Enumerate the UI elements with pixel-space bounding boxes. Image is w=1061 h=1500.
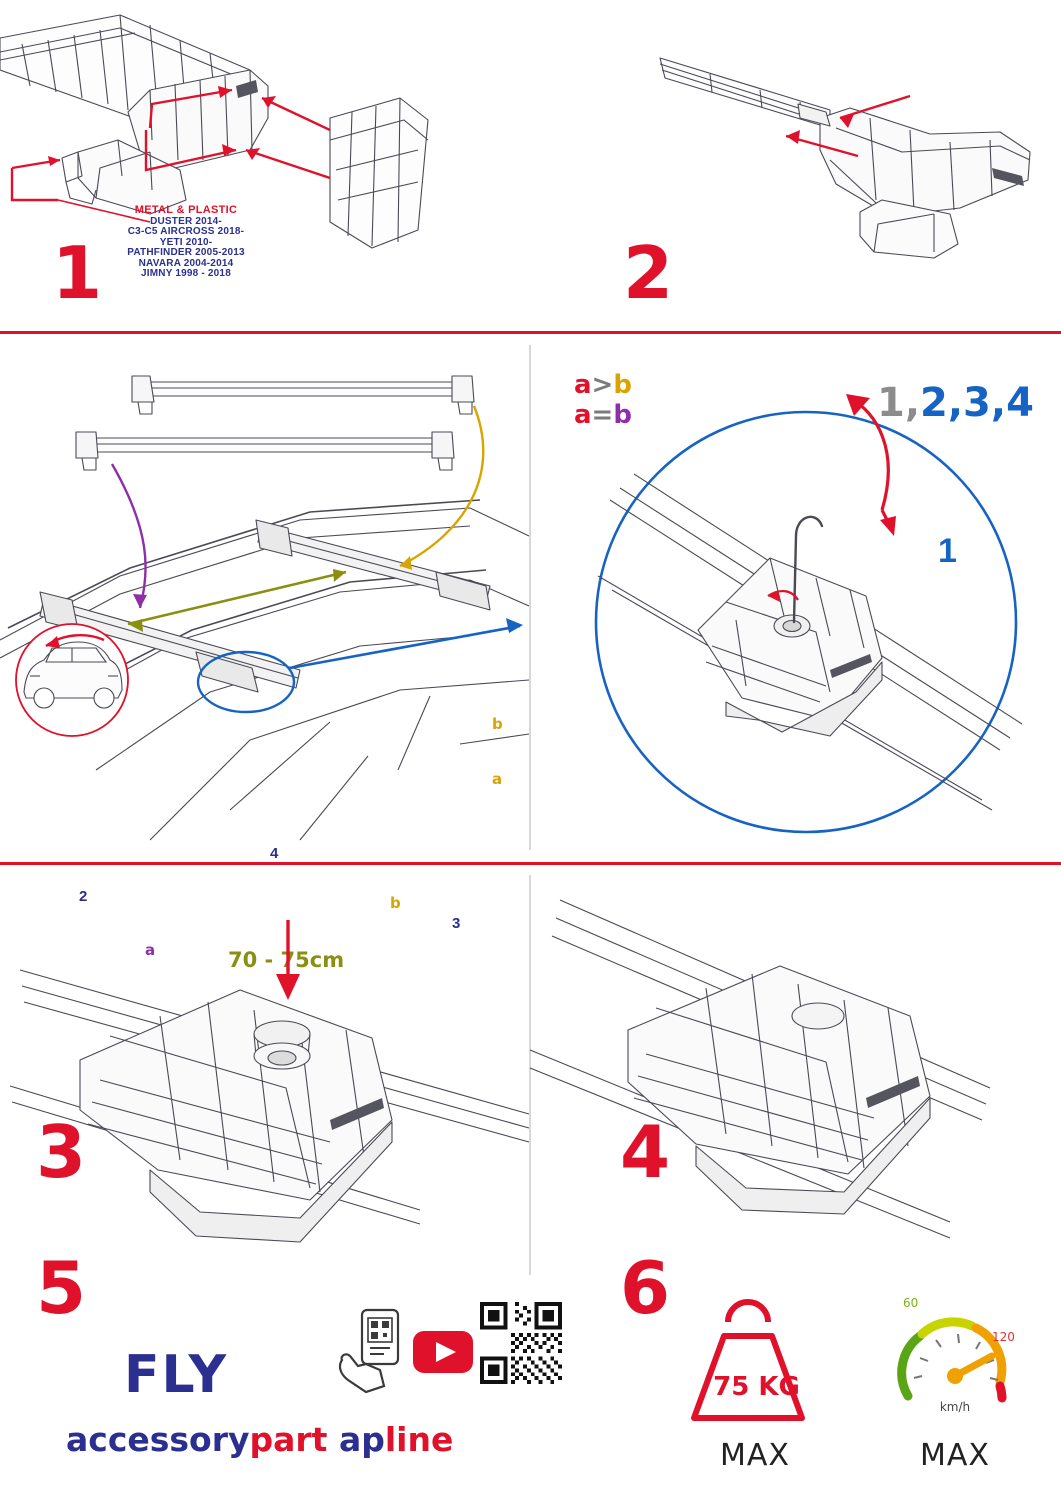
distance-label: 70 - 75cm [228, 948, 345, 972]
step-number-2: 2 [623, 231, 672, 315]
gauge-min-label: 60 [903, 1296, 919, 1310]
step-2-panel [530, 0, 1061, 330]
vehicle-2: YETI 2010- [159, 236, 213, 248]
bar-label-b-top: b [492, 715, 503, 733]
compare1-op: > [591, 370, 614, 400]
gauge-max-label: 120 [992, 1330, 1015, 1344]
step-number-3: 3 [36, 1110, 85, 1194]
mount-number-2: 2 [79, 888, 88, 905]
compare2-op: = [591, 400, 614, 430]
step-number-4: 4 [620, 1110, 669, 1194]
vehicle-4: NAVARA 2004-2014 [138, 257, 234, 269]
youtube-icon[interactable] [412, 1330, 474, 1374]
compatibility-note [86, 205, 286, 280]
vehicle-3: PATHFINDER 2005-2013 [127, 247, 245, 259]
brand-line [66, 1420, 453, 1459]
bar-label-b-mid: b [390, 894, 401, 912]
brand-lineword: line [384, 1420, 454, 1459]
brand-fly: FLY [124, 1345, 229, 1405]
bar-label-a-top: a [492, 770, 503, 788]
step-4-panel [530, 340, 1061, 1194]
bar-label-a-left: a [145, 941, 156, 959]
vehicle-0: DUSTER 2014- [150, 215, 222, 227]
brand-ap: ap [338, 1420, 385, 1459]
compare2-a: a [574, 400, 592, 430]
weight-value: 75 KG [713, 1372, 800, 1402]
order-first: 1, [877, 380, 921, 426]
qr-code[interactable] [480, 1302, 562, 1384]
compare1-a: a [574, 370, 592, 400]
compatibility-title: METAL & PLASTIC [134, 204, 238, 216]
step-number-1: 1 [52, 231, 101, 315]
vehicle-1: C3-C5 AIRCROSS 2018- [127, 226, 245, 238]
compare1-b: b [613, 370, 632, 400]
step-2-illustration [530, 0, 1061, 330]
order-rest: 2,3,4 [920, 380, 1034, 426]
speed-unit-label: km/h [939, 1400, 971, 1414]
step-5-panel [0, 870, 529, 1330]
step-6-illustration [530, 870, 1061, 1290]
step-1-panel [0, 0, 520, 330]
mount-number-4: 4 [270, 845, 279, 862]
brand-accessory: accessory [66, 1420, 250, 1459]
step-3-illustration [0, 340, 529, 860]
divider-row2 [0, 862, 1061, 865]
step-5-illustration [0, 870, 529, 1290]
divider-row1 [0, 331, 1061, 334]
step-number-5: 5 [36, 1246, 85, 1330]
step4-callout-number: 1 [938, 532, 957, 570]
qr-scan-hand-icon [336, 1308, 412, 1394]
brand-part: part [249, 1420, 328, 1459]
speed-max-label: MAX [920, 1438, 990, 1473]
weight-max-label: MAX [720, 1438, 790, 1473]
mount-number-3: 3 [452, 915, 461, 932]
step-number-6: 6 [620, 1246, 669, 1330]
weight-limit-icon [690, 1300, 820, 1430]
tighten-order-label [877, 380, 1034, 426]
vehicle-5: JIMNY 1998 - 2018 [141, 268, 231, 280]
step-3-panel [0, 340, 632, 1194]
compare2-b: b [613, 400, 632, 430]
